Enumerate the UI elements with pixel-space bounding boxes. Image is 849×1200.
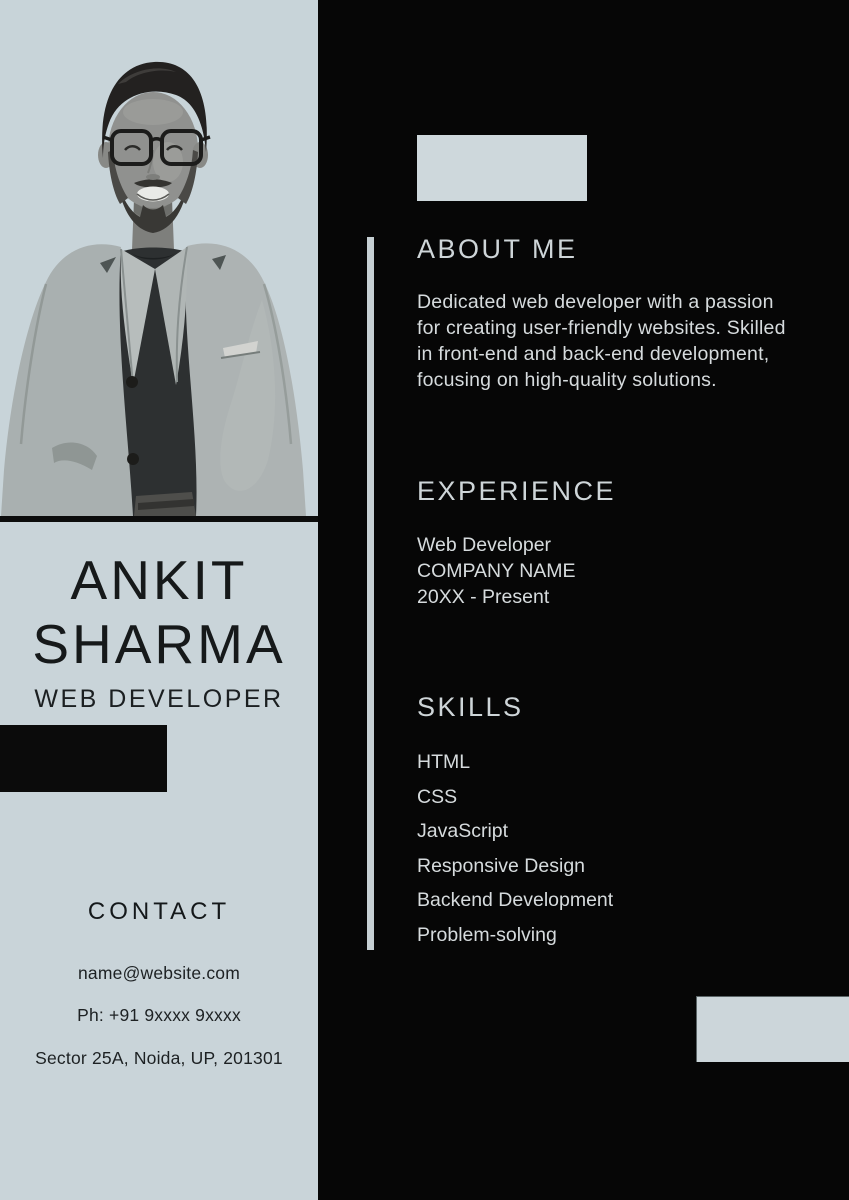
about-section (417, 234, 799, 393)
contact-section (0, 898, 318, 1069)
experience-role: Web Developer (417, 534, 552, 556)
experience-heading: EXPERIENCE (417, 476, 617, 506)
contact-address: Sector 25A, Noida, UP, 201301 (35, 1048, 283, 1068)
main-panel (318, 0, 849, 1200)
decor-black-box (0, 725, 167, 792)
skill-item: HTML (417, 751, 471, 773)
experience-entry (417, 532, 616, 610)
skills-list (417, 745, 613, 952)
about-heading: ABOUT ME (417, 234, 578, 264)
contact-heading: CONTACT (87, 898, 231, 925)
skill-item: Problem-solving (417, 923, 557, 946)
skill-item: CSS (417, 785, 458, 808)
photo-divider (0, 516, 318, 522)
name-first: ANKIT (70, 549, 248, 611)
decor-rect-top (417, 135, 587, 201)
sidebar (0, 0, 318, 1200)
experience-company: COMPANY NAME (417, 560, 576, 582)
job-title: WEB DEVELOPER (34, 685, 284, 713)
portrait-illustration (0, 0, 318, 516)
decor-rect-bottom (696, 996, 849, 1062)
about-text: Dedicated web developer with a passion for creating user-friendly websites. Skilled in front-end and back-end development, focusing on high-quality solutions. (417, 291, 786, 391)
skill-item: JavaScript (417, 820, 509, 842)
profile-photo (0, 0, 318, 516)
name-last: SHARMA (32, 613, 286, 675)
experience-period: 20XX - Present (417, 586, 550, 608)
contact-email: name@website.com (78, 963, 240, 983)
name-block (0, 548, 318, 714)
skills-heading: SKILLS (417, 692, 524, 722)
skill-item: Responsive Design (417, 854, 586, 877)
experience-section (417, 476, 616, 610)
contact-phone: Ph: +91 9xxxx 9xxxx (77, 1005, 241, 1025)
accent-bar (367, 237, 374, 950)
skills-section (417, 692, 613, 952)
skill-item: Backend Development (417, 889, 614, 911)
